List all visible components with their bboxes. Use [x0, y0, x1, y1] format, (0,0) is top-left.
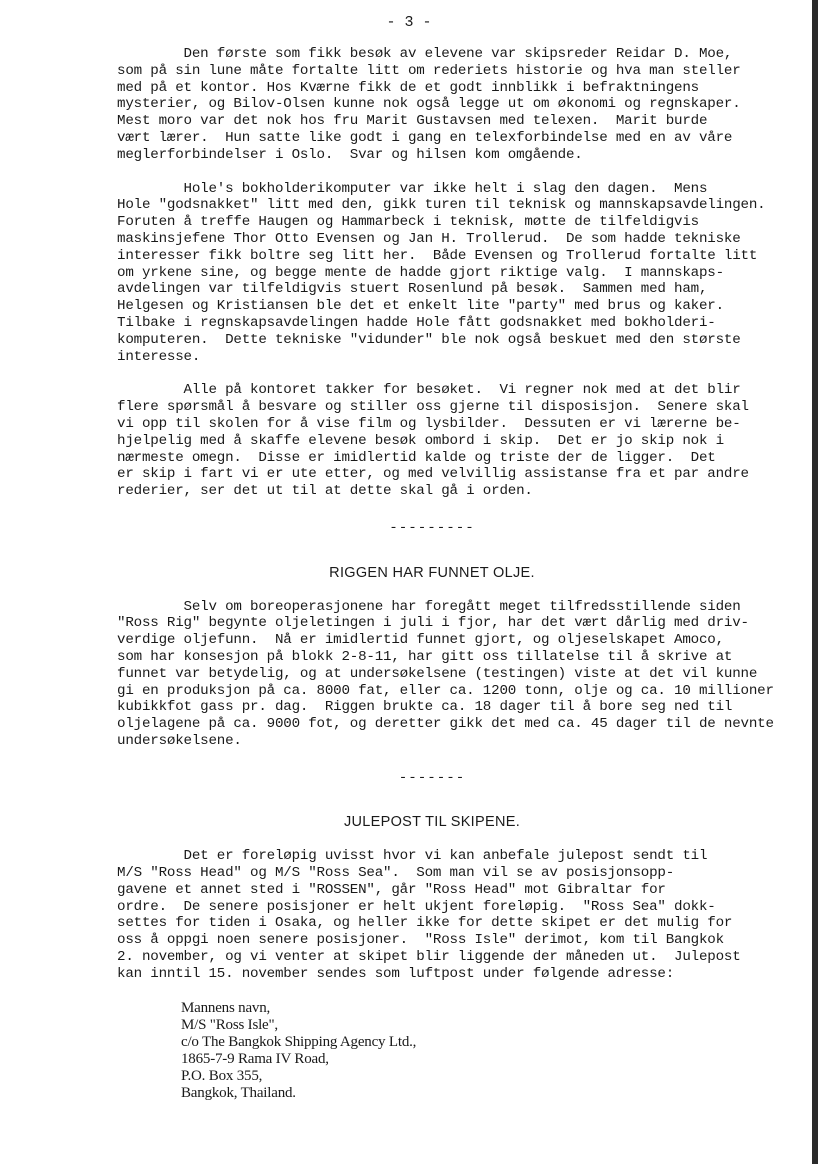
- text-line: oljelagene på ca. 9000 fot, og deretter gikk det med ca. 45 dager til de nevnte: [117, 716, 774, 733]
- text-line: Alle på kontoret takker for besøket. Vi regner nok med at det blir: [117, 382, 741, 399]
- section-divider: ---------: [389, 519, 475, 536]
- text-line: Hole's bokholderikomputer var ikke helt i slag den dagen. Mens: [117, 180, 708, 197]
- section-heading-riggen: RIGGEN HAR FUNNET OLJE.: [329, 564, 535, 581]
- text-line: M/S "Ross Isle",: [181, 1016, 278, 1033]
- text-line: avdelingen var tilfeldigvis stuert Rosenlund på besøk. Sammen med ham,: [117, 281, 708, 298]
- text-line: om yrkene sine, og begge mente de hadde gjort riktige valg. I mannskaps-: [117, 264, 724, 281]
- text-line: Det er foreløpig uvisst hvor vi kan anbefale julepost sendt til: [117, 848, 708, 865]
- text-line: ordre. De senere posisjoner er helt ukjent foreløpig. "Ross Sea" dokk-: [117, 898, 716, 915]
- mailing-address: [181, 1000, 787, 1102]
- section-divider: -------: [398, 769, 466, 786]
- text-line: Selv om boreoperasjonene har foregått meget tilfredsstillende siden: [117, 598, 741, 615]
- text-line: som har konsesjon på blokk 2-8-11, har gitt oss tillatelse til å skrive at: [117, 648, 733, 665]
- text-line: Bangkok, Thailand.: [181, 1084, 296, 1101]
- text-line: kan inntil 15. november sendes som luftpost under følgende adresse:: [117, 965, 675, 982]
- text-line: Tilbake i regnskapsavdelingen hadde Hole fått godsnakket med bokholderi-: [117, 314, 716, 331]
- text-line: rederier, ser det ut til at dette skal gå i orden.: [117, 483, 533, 500]
- text-line: 1865-7-9 Rama IV Road,: [181, 1050, 329, 1067]
- section-heading-julepost: JULEPOST TIL SKIPENE.: [343, 814, 521, 831]
- text-line: c/o The Bangkok Shipping Agency Ltd.,: [181, 1033, 417, 1050]
- text-line: flere spørsmål å besvare og stiller oss gjerne til disposisjon. Senere skal: [117, 399, 749, 416]
- text-line: hjelpelig med å skaffe elevene besøk ombord i skip. Det er jo skip nok i: [117, 432, 724, 449]
- text-line: meglerforbindelser i Oslo. Svar og hilsen kom omgående.: [117, 146, 583, 163]
- text-line: Mannens navn,: [181, 999, 271, 1016]
- text-line: interesser fikk boltre seg litt her. Både Evensen og Trollerud fortalte litt: [117, 247, 758, 264]
- text-line: vært lærer. Hun satte like godt i gang en telexforbindelse med en av våre: [117, 129, 733, 146]
- text-line: 2. november, og vi venter at skipet blir liggende der måneden ut. Julepost: [117, 949, 741, 966]
- text-line: gi en produksjon på ca. 8000 fat, eller ca. 1200 tonn, olje og ca. 10 millioner: [117, 682, 774, 699]
- text-line: nærmeste omegn. Disse er imidlertid kalde og triste der de ligger. Det: [117, 449, 716, 466]
- page-edge: [812, 0, 818, 1164]
- text-line: Foruten å treffe Haugen og Hammarbeck i teknisk, møtte de tilfeldigvis: [117, 214, 699, 231]
- text-line: "Ross Rig" begynte oljeletingen i juli i fjor, har det vært dårlig med driv-: [117, 615, 749, 632]
- text-line: settes for tiden i Osaka, og heller ikke for dette skipet er det mulig for: [117, 915, 733, 932]
- hole-paragraph: [117, 181, 787, 366]
- text-line: undersøkelsene.: [117, 732, 242, 749]
- text-line: Mest moro var det nok hos fru Marit Gustavsen med telexen. Marit burde: [117, 113, 708, 130]
- text-line: funnet var betydelig, og at undersøkelsene (testingen) viste at det vil kunne: [117, 665, 758, 682]
- text-line: maskinsjefene Thor Otto Evensen og Jan H. Trollerud. De som hadde tekniske: [117, 230, 741, 247]
- text-line: oss å oppgi noen senere posisjoner. "Ross Isle" derimot, kom til Bangkok: [117, 932, 724, 949]
- document-body: [117, 46, 787, 1102]
- text-line: komputeren. Dette tekniske "vidunder" ble nok også beskuet med den største: [117, 331, 741, 348]
- text-line: P.O. Box 355,: [181, 1067, 263, 1084]
- text-line: gavene et annet sted i "ROSSEN", går "Ross Head" mot Gibraltar for: [117, 881, 666, 898]
- page-number: - 3 -: [386, 14, 432, 31]
- text-line: kubikkfot gass pr. dag. Riggen brukte ca. 18 dager til å bore seg ned til: [117, 699, 733, 716]
- text-line: Hole "godsnakket" litt med den, gikk turen til teknisk og mannskapsavdelingen.: [117, 197, 766, 214]
- text-line: Helgesen og Kristiansen ble det et enkelt lite "party" med brus og kaker.: [117, 298, 724, 315]
- julepost-paragraph: [117, 848, 787, 982]
- intro-paragraph: [117, 46, 787, 164]
- text-line: M/S "Ross Head" og M/S "Ross Sea". Som man vil se av posisjonsopp-: [117, 865, 675, 882]
- text-line: verdige oljefunn. Nå er imidlertid funnet gjort, og oljeselskapet Amoco,: [117, 632, 724, 649]
- text-line: med på et kontor. Hos Kværne fikk de et godt innblikk i befraktningens: [117, 79, 699, 96]
- thanks-paragraph: [117, 382, 787, 500]
- text-line: interesse.: [117, 348, 201, 365]
- text-line: er skip i fart vi er ute etter, og med velvillig assistanse fra et par andre: [117, 466, 749, 483]
- text-line: Den første som fikk besøk av elevene var skipsreder Reidar D. Moe,: [117, 46, 733, 62]
- text-line: som på sin lune måte fortalte litt om rederiets historie og hva man steller: [117, 62, 741, 79]
- riggen-paragraph: [117, 599, 787, 750]
- text-line: mysterier, og Bilov-Olsen kunne nok også legge ut om økonomi og regnskaper.: [117, 96, 741, 113]
- text-line: vi opp til skolen for å vise film og lysbilder. Dessuten er vi lærerne be-: [117, 415, 741, 432]
